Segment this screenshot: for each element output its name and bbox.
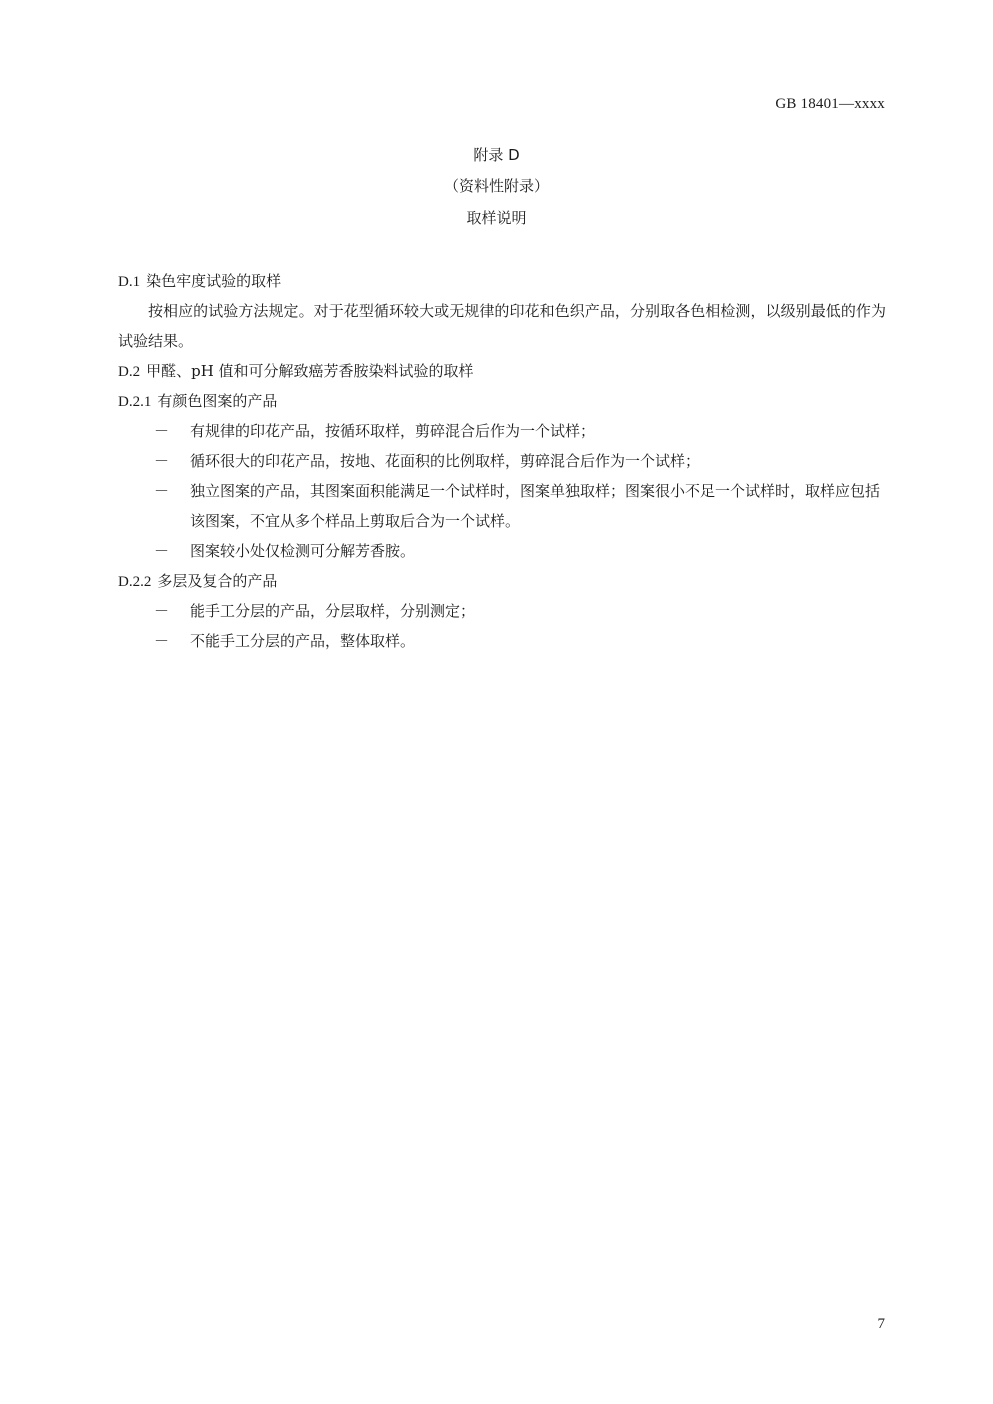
section-heading-d2-2 — [118, 566, 886, 596]
dash-list-d2-2 — [118, 596, 886, 656]
list-item — [118, 626, 886, 656]
list-item-text: 循环很大的印花产品，按地、花面积的比例取样，剪碎混合后作为一个试样； — [190, 452, 701, 470]
document-body — [118, 266, 886, 656]
section-number: D.2.2 — [118, 574, 152, 590]
list-item-text: 有规律的印花产品，按循环取样，剪碎混合后作为一个试样； — [190, 422, 596, 440]
dash-bullet-icon: － — [154, 602, 170, 620]
appendix-title: 附录 D — [473, 146, 520, 164]
list-item — [118, 476, 886, 536]
list-item-text: 图案较小处仅检测可分解芳香胺。 — [190, 542, 416, 560]
dash-bullet-icon: － — [154, 452, 170, 470]
section-paragraph: 按相应的试验方法规定。对于花型循环较大或无规律的印花和色织产品，分别取各色相检测，以级别最低的作为试验结果。 — [118, 302, 886, 350]
section-number: D.1 — [118, 274, 141, 290]
list-item-text: 不能手工分层的产品，整体取样。 — [190, 632, 416, 650]
appendix-name: 取样说明 — [466, 209, 527, 227]
section-number: D.2 — [118, 364, 141, 380]
dash-bullet-icon: － — [154, 632, 170, 650]
section-title: 甲醛、pH 值和可分解致癌芳香胺染料试验的取样 — [146, 362, 474, 380]
section-title: 有颜色图案的产品 — [157, 392, 278, 410]
dash-bullet-icon: － — [154, 542, 170, 560]
section-number: D.2.1 — [118, 394, 152, 410]
list-item — [118, 536, 886, 566]
section-heading-d2-1 — [118, 386, 886, 416]
section-heading-d2 — [118, 356, 886, 386]
dash-bullet-icon: － — [154, 482, 170, 500]
section-title: 多层及复合的产品 — [157, 572, 278, 590]
standard-code: GB 18401—xxxx — [775, 96, 885, 112]
list-item — [118, 446, 886, 476]
section-title: 染色牢度试验的取样 — [146, 272, 282, 290]
dash-list-d2-1 — [118, 416, 886, 566]
section-heading-d1 — [118, 266, 886, 296]
list-item-text: 独立图案的产品，其图案面积能满足一个试样时，图案单独取样；图案很小不足一个试样时，取样应包括该图案，不宜从多个样品上剪取后合为一个试样。 — [190, 482, 881, 530]
appendix-type: （资料性附录） — [443, 177, 549, 195]
list-item-text: 能手工分层的产品，分层取样，分别测定； — [190, 602, 476, 620]
page-number: 7 — [877, 1316, 885, 1332]
dash-bullet-icon: － — [154, 422, 170, 440]
list-item — [118, 416, 886, 446]
list-item — [118, 596, 886, 626]
